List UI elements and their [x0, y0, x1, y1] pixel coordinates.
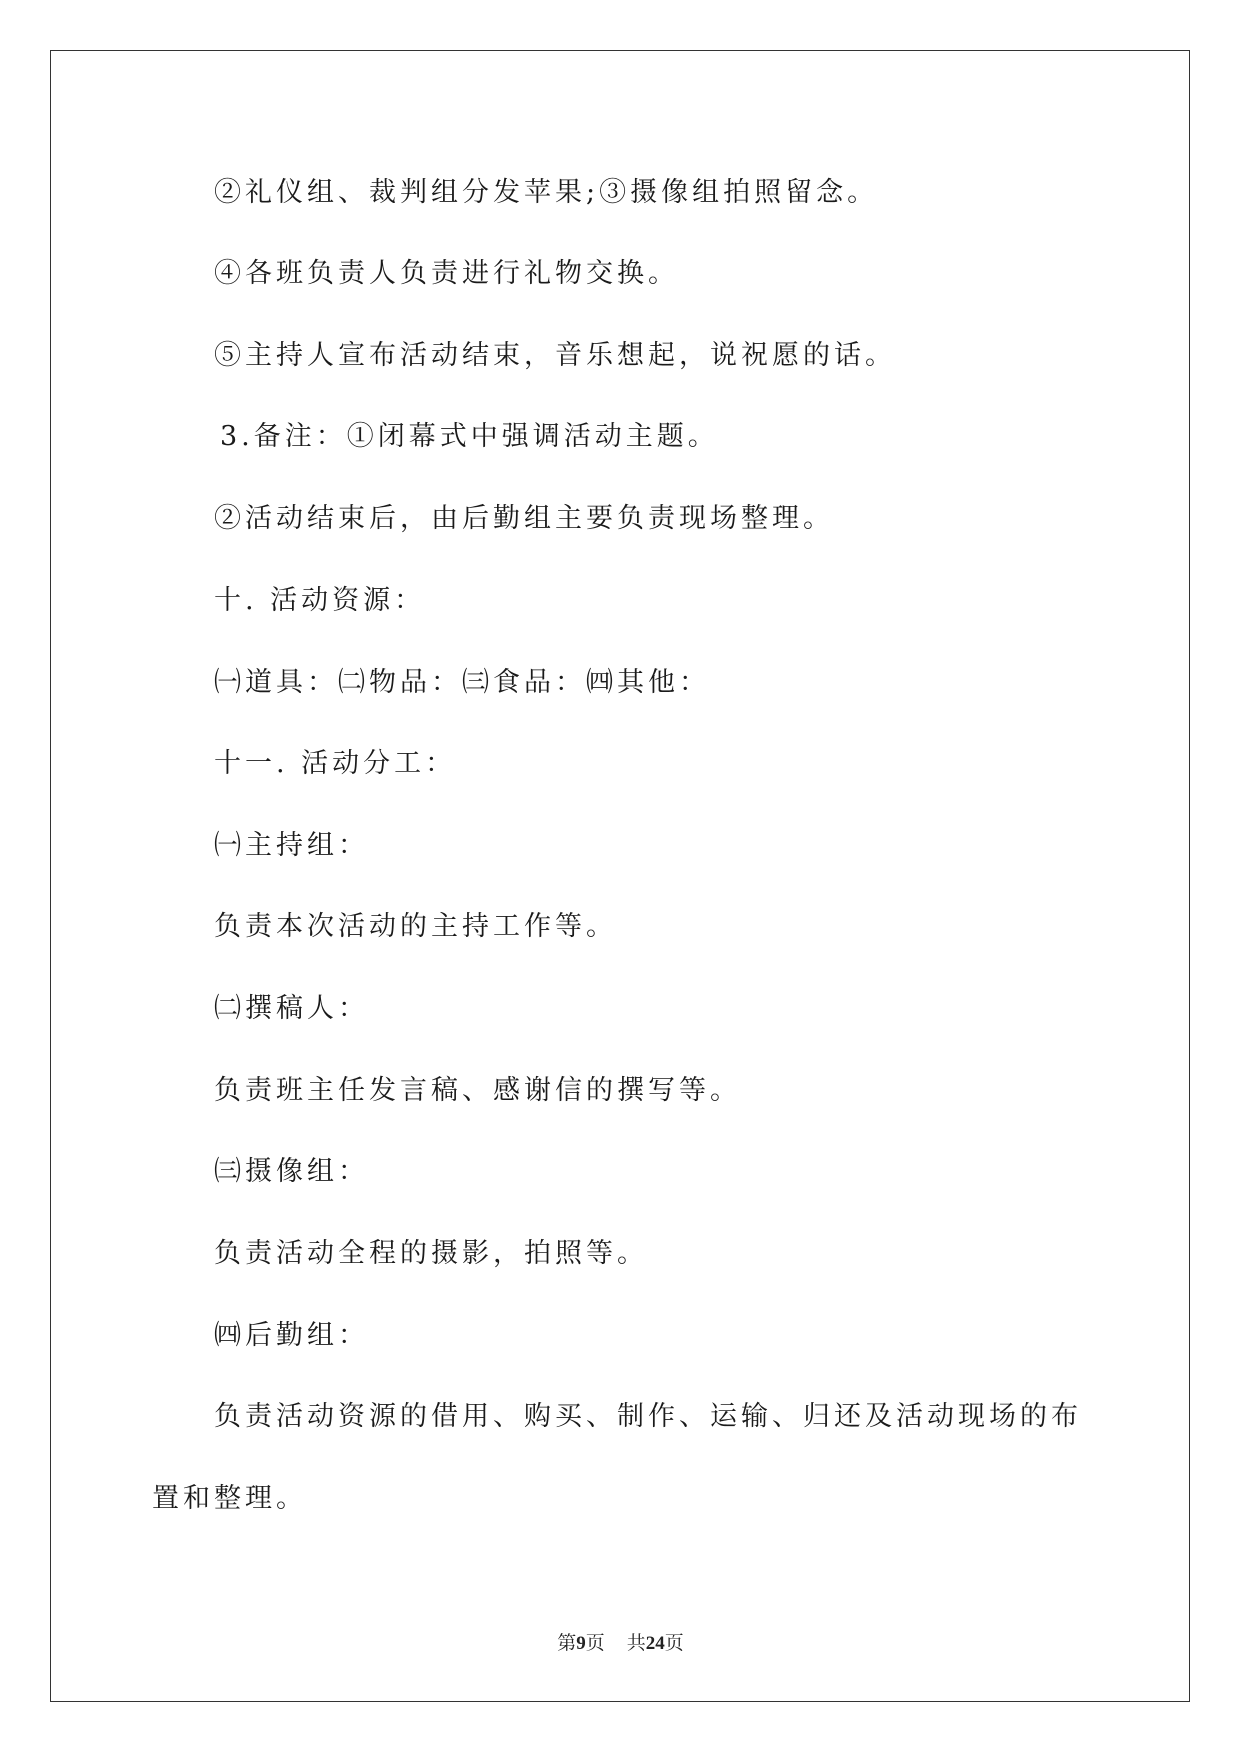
- page-footer: [0, 1628, 1241, 1655]
- paragraph-line-7: ㈠道具：㈡物品：㈢食品：㈣其他：: [214, 667, 710, 698]
- paragraph-line-1: ②礼仪组、裁判组分发苹果;③摄像组拍照留念。: [214, 177, 879, 208]
- footer-total-suffix: 页: [664, 1633, 684, 1654]
- paragraph-line-3: ⑤主持人宣布活动结束，音乐想起，说祝愿的话。: [214, 340, 896, 371]
- section-heading-resources: 十. 活动资源：: [214, 585, 426, 616]
- paragraph-line-11: ㈡撰稿人：: [214, 993, 369, 1024]
- paragraph-line-2: ④各班负责人负责进行礼物交换。: [214, 258, 679, 289]
- paragraph-line-16: 负责活动资源的借用、购买、制作、运输、归还及活动现场的布: [214, 1401, 1082, 1432]
- paragraph-line-10: 负责本次活动的主持工作等。: [214, 911, 617, 942]
- section-heading-division: 十一. 活动分工：: [214, 748, 457, 779]
- paragraph-line-5: ②活动结束后，由后勤组主要负责现场整理。: [214, 503, 834, 534]
- paragraph-line-9: ㈠主持组：: [214, 830, 369, 861]
- paragraph-line-15: ㈣后勤组：: [214, 1320, 369, 1351]
- footer-page-suffix: 页: [585, 1633, 605, 1654]
- paragraph-line-12: 负责班主任发言稿、感谢信的撰写等。: [214, 1075, 741, 1106]
- footer-total-prefix: 共: [626, 1633, 646, 1654]
- paragraph-line-14: 负责活动全程的摄影，拍照等。: [214, 1238, 648, 1269]
- page-border: [50, 50, 1190, 1702]
- paragraph-line-17: 置和整理。: [152, 1483, 307, 1514]
- footer-page-prefix: 第: [557, 1633, 577, 1654]
- paragraph-line-4: 3.备注：①闭幕式中强调活动主题。: [220, 421, 719, 452]
- paragraph-line-13: ㈢摄像组：: [214, 1156, 369, 1187]
- footer-total-number: 24: [645, 1633, 665, 1654]
- footer-page-number: 9: [576, 1633, 586, 1654]
